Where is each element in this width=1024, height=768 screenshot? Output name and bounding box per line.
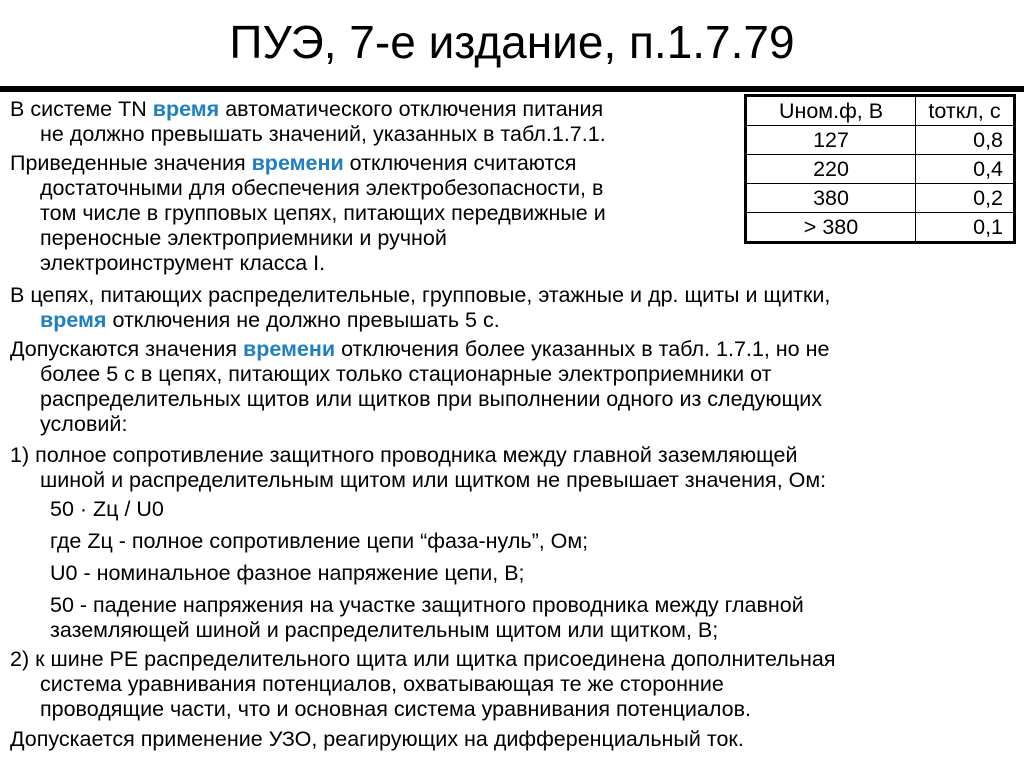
definition-50: [50, 593, 804, 643]
text: отключения более указанных в табл. 1.7.1, но не: [335, 337, 830, 361]
table-cell-time: 0,2: [916, 184, 1015, 213]
paragraph-6: [10, 647, 836, 722]
slide-title: ПУЭ, 7-е издание, п.1.7.79: [229, 16, 795, 68]
text: проводящие части, что и основная система уравнивания потенциалов.: [40, 697, 752, 721]
text: отключения не должно превышать 5 с.: [106, 308, 500, 332]
table-cell-voltage: > 380: [746, 213, 916, 243]
table-header-voltage: Uном.ф, В: [746, 96, 916, 126]
text: система уравнивания потенциалов, охватывающая те же сторонние: [40, 672, 724, 696]
text: том числе в групповых цепях, питающих передвижные и: [40, 201, 606, 225]
text: не должно превышать значений, указанных в табл.1.7.1.: [40, 122, 606, 146]
text: более 5 с в цепях, питающих только стационарные электроприемники от: [40, 362, 772, 386]
text: 1) полное сопротивление защитного проводника между главной заземляющей: [10, 443, 798, 467]
text: шиной и распределительным щитом или щитком не превышает значения, Ом:: [40, 468, 827, 492]
text: отключения считаются: [343, 151, 577, 175]
disconnect-time-table: [744, 94, 1016, 244]
paragraph-2: [10, 151, 606, 276]
keyword-time: времени: [243, 337, 336, 361]
table-cell-time: 0,1: [916, 213, 1015, 243]
table-row: [746, 155, 1015, 184]
keyword-time: времени: [251, 151, 344, 175]
text: В цепях, питающих распределительные, групповые, этажные и др. щиты и щитки,: [10, 283, 831, 307]
text: достаточными для обеспечения электробезопасности, в: [40, 176, 604, 200]
table-header-time: tоткл, с: [916, 96, 1015, 126]
text: Приведенные значения: [10, 151, 252, 175]
text: В системе TN: [10, 97, 153, 121]
table-row: [746, 213, 1015, 243]
definition-u0: U0 - номинальное фазное напряжение цепи, В;: [50, 561, 525, 585]
definition-zc: где Zц - полное сопротивление цепи “фаза-нуль”, Ом;: [50, 529, 589, 553]
text: 50 - падение напряжения на участке защитного проводника между главной: [50, 593, 804, 617]
formula-line: 50 · Zц / U0: [50, 497, 164, 521]
text: переносные электроприемники и ручной: [40, 226, 447, 250]
table-header-row: [746, 96, 1015, 126]
paragraph-1: [10, 97, 606, 147]
table-cell-voltage: 220: [746, 155, 916, 184]
text: распределительных щитов или щитков при выполнении одного из следующих: [40, 387, 822, 411]
text: заземляющей шиной и распределительным щитом или щитком, В;: [50, 618, 719, 642]
table-row: [746, 184, 1015, 213]
keyword-time: время: [152, 97, 220, 121]
text: автоматического отключения питания: [219, 97, 604, 121]
text: электроинструмент класса I.: [40, 251, 326, 275]
text: условий:: [40, 412, 128, 436]
table-cell-voltage: 127: [746, 126, 916, 155]
table-row: [746, 126, 1015, 155]
keyword-time: время: [40, 308, 107, 332]
paragraph-4: [10, 337, 829, 437]
table-cell-time: 0,8: [916, 126, 1015, 155]
text: 2) к шине РЕ распределительного щита или щитка присоединена дополнительная: [10, 647, 836, 671]
paragraph-5: [10, 443, 826, 493]
title-divider: [0, 86, 1024, 92]
paragraph-7: Допускается применение УЗО, реагирующих на дифференциальный ток.: [10, 727, 744, 751]
text: Допускаются значения: [10, 337, 243, 361]
table-cell-voltage: 380: [746, 184, 916, 213]
paragraph-3: [10, 283, 830, 333]
table-cell-time: 0,4: [916, 155, 1015, 184]
